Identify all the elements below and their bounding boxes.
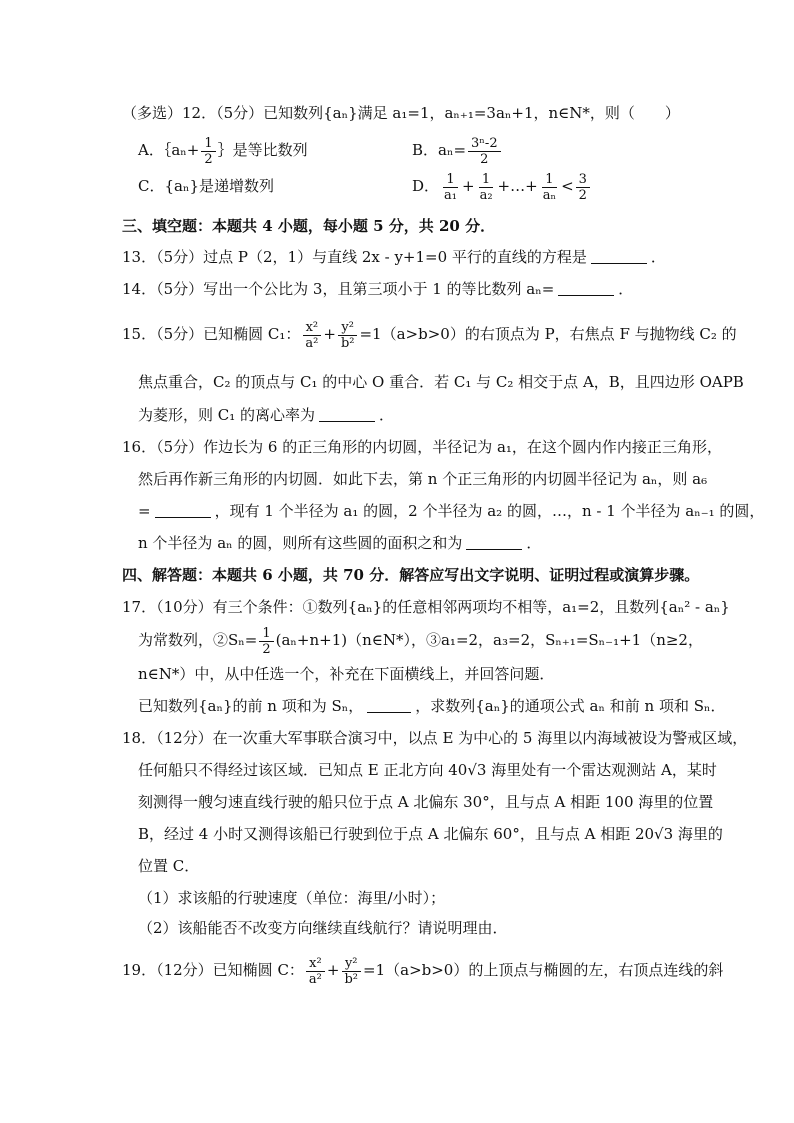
- q17-line-1: 17．（10分）有三个条件：①数列{aₙ}的任意相邻两项均不相等，a₁=2，且数列{aₙ² - aₙ}: [122, 598, 730, 616]
- q12-option-c: C．{aₙ}是递增数列: [138, 177, 274, 195]
- q19-fx-den: a²: [308, 971, 322, 987]
- q12-option-b: [412, 134, 503, 167]
- q17-l4-prefix: 已知数列{aₙ}的前 n 项和为 Sₙ，: [138, 697, 364, 715]
- q17-l2-prefix: 为常数列，②Sₙ=: [138, 631, 258, 649]
- q12-d-frac-1: [441, 172, 460, 203]
- q15-fx-den: a²: [305, 335, 319, 351]
- q12-d-frac-3: [540, 172, 559, 203]
- q12-b-frac-num: 3ⁿ-2: [468, 136, 501, 152]
- q14-answer-blank: [558, 281, 614, 296]
- q15-answer-blank: [319, 407, 375, 422]
- q16-l4-text: n 个半径为 aₙ 的圆，则所有这些圆的面积之和为: [138, 534, 463, 552]
- q16-answer-blank-2: [466, 535, 522, 550]
- q18-line-2: 任何船只不得经过该区域．已知点 E 正北方向 40√3 海里处有一个雷达观测站 A，某时: [138, 761, 717, 779]
- q13: [122, 247, 666, 267]
- q17-l2-suffix: (aₙ+n+1)（n∈N*），③a₁=2，a₃=2，Sₙ₊₁=Sₙ₋₁+1（n≥2，: [275, 631, 703, 649]
- q16-line-1: 16．（5分）作边长为 6 的正三角形的内切圆，半径记为 a₁，在这个圆内作内接正三角形，: [122, 438, 722, 456]
- q17-f-den: 2: [262, 641, 271, 657]
- q12-d-f4-num: 3: [576, 172, 590, 188]
- q15-l3-text: 为菱形，则 C₁ 的离心率为: [138, 406, 316, 424]
- q15-fy-den: b²: [340, 335, 355, 351]
- q12-b-frac-den: 2: [480, 151, 489, 167]
- q12-d-prefix: D．: [412, 177, 440, 195]
- q19-frac-x: [306, 956, 325, 987]
- q16-answer-blank-1: [155, 503, 211, 518]
- q15-line-1: [122, 316, 737, 352]
- q15-frac-y: [338, 320, 358, 351]
- q12-a-fraction: [201, 136, 215, 167]
- q16-line-3: [138, 501, 764, 521]
- q18-line-5: 位置 C．: [138, 857, 200, 875]
- q17-f-num: 1: [259, 626, 273, 642]
- q13-text: 13．（5分）过点 P（2，1）与直线 2x - y+1=0 平行的直线的方程是: [122, 248, 587, 266]
- q12-d-f2-num: 1: [479, 172, 493, 188]
- q12-a-suffix: ｝是等比数列: [217, 141, 308, 159]
- q12-option-d: [412, 170, 592, 203]
- q13-end: ．: [650, 248, 666, 266]
- q18-line-1: 18．（12分）在一次重大军事联合演习中，以点 E 为中心的 5 海里以内海域被设为警戒区域，: [122, 729, 748, 747]
- q14-text: 14．（5分）写出一个公比为 3，且第三项小于 1 的等比数列 aₙ=: [122, 280, 555, 298]
- q16-l3-suffix: ，现有 1 个半径为 a₁ 的圆，2 个半径为 a₂ 的圆，…，n - 1 个半径为 aₙ₋₁ 的圆，: [214, 502, 765, 520]
- q19-frac-y: [341, 956, 361, 987]
- q12-d-dots: +…+: [497, 177, 538, 195]
- q12-a-prefix: A．｛aₙ+: [138, 141, 200, 159]
- q12-d-f2-den: a₂: [479, 187, 493, 203]
- q12-d-plus: +: [462, 177, 475, 195]
- q16-end: ．: [526, 534, 542, 552]
- q19-plus: +: [326, 961, 340, 979]
- q15-plus: +: [323, 325, 336, 343]
- q12-a-frac-num: 1: [201, 136, 215, 152]
- q15-end: ．: [379, 406, 395, 424]
- q15-frac-x: [302, 320, 321, 351]
- q12-d-f1-num: 1: [443, 172, 457, 188]
- q16-eq: =: [138, 502, 151, 520]
- q19-fx-num: x²: [306, 956, 325, 972]
- q12-a-frac-den: 2: [204, 151, 213, 167]
- q12-b-fraction: [468, 136, 501, 167]
- q16-line-2: 然后再作新三角形的内切圆．如此下去，第 n 个正三角形的内切圆半径记为 aₙ，则 a₆: [138, 470, 708, 488]
- q12-d-frac-2: [477, 172, 496, 203]
- q18-part-2: （2）该船能否不改变方向继续直线航行？请说明理由．: [138, 919, 508, 937]
- q12-d-f3-den: aₙ: [542, 187, 557, 203]
- q12-d-f4-den: 2: [578, 187, 587, 203]
- q17-line-3: n∈N*）中，从中任选一个，补充在下面横线上，并回答问题．: [138, 665, 555, 683]
- section3-heading: 三、填空题：本题共 4 小题，每小题 5 分，共 20 分．: [122, 217, 496, 235]
- section4-heading: 四、解答题：本题共 6 小题，共 70 分．解答应写出文字说明、证明过程或演算步骤。: [122, 566, 700, 584]
- q19-suffix: =1（a>b>0）的上顶点与椭圆的左，右顶点连线的斜: [363, 961, 724, 979]
- q12-b-prefix: B．aₙ=: [412, 141, 467, 159]
- q17-l4-suffix: ，求数列{aₙ}的通项公式 aₙ 和前 n 项和 Sₙ．: [415, 697, 726, 715]
- q12-d-f1-den: a₁: [444, 187, 457, 203]
- q14-end: ．: [618, 280, 634, 298]
- q18-line-3: 刻测得一艘匀速直线行驶的船只位于点 A 北偏东 30°，且与点 A 相距 100 海里的位置: [138, 793, 714, 811]
- q15-suffix: =1（a>b>0）的右顶点为 P，右焦点 F 与抛物线 C₂ 的: [359, 325, 737, 343]
- q17-line-4: [138, 696, 726, 716]
- q12-d-lt: <: [561, 177, 574, 195]
- q18-line-4: B，经过 4 小时又测得该船已行驶到位于点 A 北偏东 60°，且与点 A 相距 20√3 海里的: [138, 825, 723, 843]
- q19-fy-den: b²: [344, 971, 359, 987]
- q12-d-f3-num: 1: [542, 172, 556, 188]
- q19-line-1: [122, 952, 723, 988]
- q13-answer-blank: [591, 249, 647, 264]
- q17-line-2: [138, 624, 703, 657]
- q12-d-frac-4: [576, 172, 590, 203]
- q12-stem: （多选）12．（5分）已知数列{aₙ}满足 a₁=1，aₙ₊₁=3aₙ+1，n∈N*，则（ ）: [122, 104, 680, 122]
- q15-line-3: [138, 405, 394, 425]
- q14: [122, 279, 633, 299]
- q17-answer-blank: [367, 698, 411, 713]
- q17-frac: [259, 626, 273, 657]
- q19-prefix: 19．（12分）已知椭圆 C：: [122, 961, 304, 979]
- q18-part-1: （1）求该船的行驶速度（单位：海里/小时）；: [138, 889, 446, 907]
- q12-option-a: [138, 134, 308, 167]
- q15-prefix: 15．（5分）已知椭圆 C₁：: [122, 325, 301, 343]
- q15-line-2: 焦点重合，C₂ 的顶点与 C₁ 的中心 O 重合．若 C₁ 与 C₂ 相交于点 A，B，且四边形 OAPB: [138, 373, 744, 391]
- q19-fy-num: y²: [342, 956, 361, 972]
- q15-fy-num: y²: [338, 320, 357, 336]
- q15-fx-num: x²: [303, 320, 322, 336]
- q16-line-4: [138, 533, 541, 553]
